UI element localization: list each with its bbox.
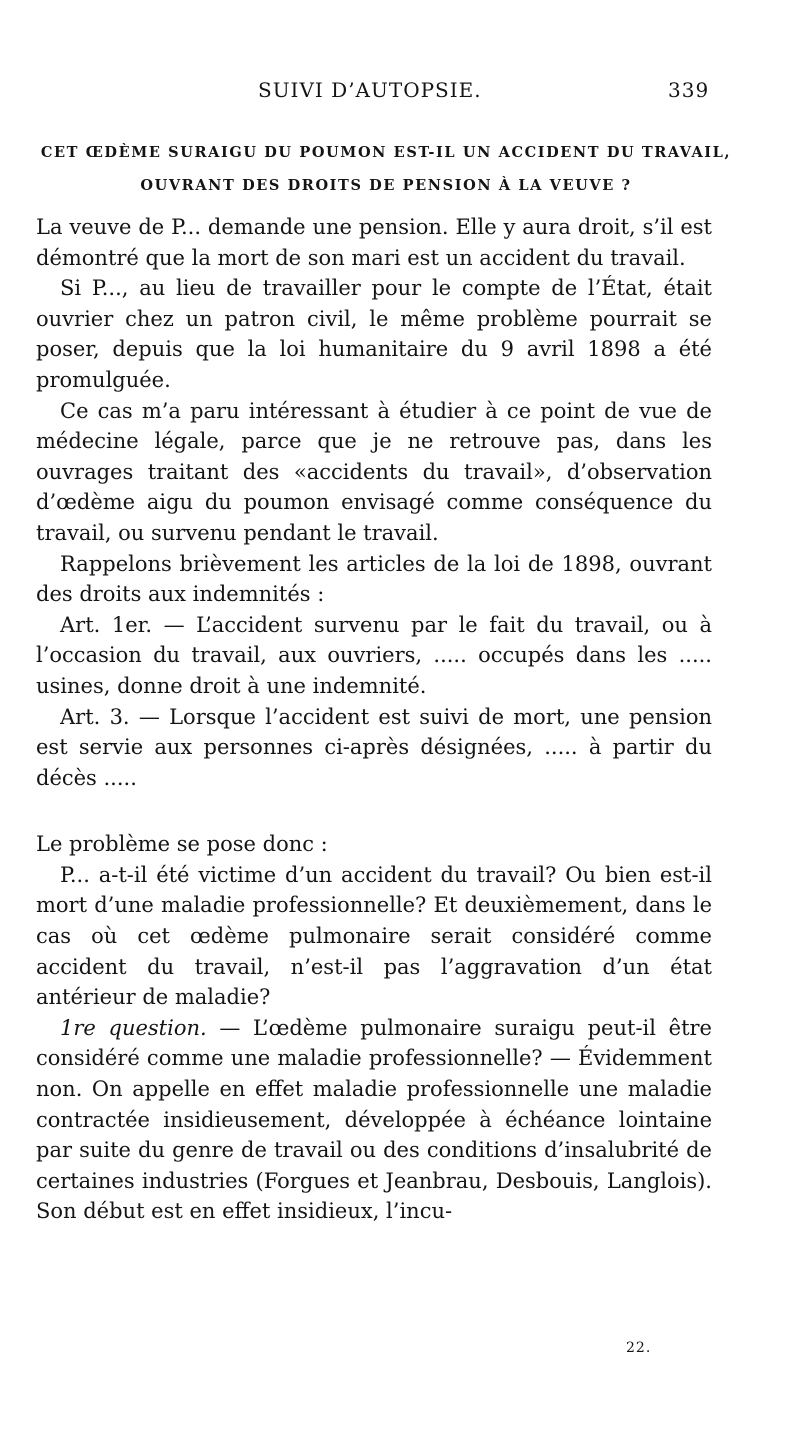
first-question-label: 1re question. (60, 1015, 207, 1040)
paragraph-questions: P... a-t-il été victime d’un accident du travail? Ou bien est-il mort d’une maladie professionnelle? Et deuxièmement, dans le cas où cet œdème pulmonaire serait considéré comme accident du travail, n’est-il pas l’aggravation d’un état antérieur de maladie? (36, 862, 712, 1010)
running-head-title: SUIVI D’AUTOPSIE. (258, 78, 482, 102)
paragraph-article-1: Art. 1er. — L’accident survenu par le fait du travail, ou à l’occasion du travail, aux ouvriers, ..... occupés dans les ..... usines, donne droit à une indemnité. (36, 612, 712, 698)
paragraph-case-interest: Ce cas m’a paru intéressant à étudier à ce point de vue de médecine légale, parce que je ne retrouve pas, dans les ouvrages traitant des «accidents du travail», d’observation d’œdème aigu du poumon envisagé comme conséquence du travail, ou survenu pendant le travail. (36, 398, 712, 545)
paragraph-law-articles-intro: Rappelons brièvement les articles de la loi de 1898, ouvrant des droits aux indemnités : (36, 551, 712, 607)
section-heading-line-1: CET ŒDÈME SURAIGU DU POUMON EST-IL UN ACCIDENT DU TRAVAIL, (40, 144, 732, 161)
paragraph-problem-statement: Le problème se pose donc : (36, 832, 328, 857)
running-head (0, 78, 800, 108)
page-number: 339 (668, 78, 710, 102)
first-question-text: — L’œdème pulmonaire suraigu peut-il être considéré comme une maladie professionnelle? — Évidemment non. On appelle en effet maladie professionnelle une maladie contractée insidieusement, développée à échéance lointaine par suite du genre de travail ou des conditions d’insalubrité de certaines industries (Forgues et Jeanbrau, Desbouis, Langlois). Son début est en effet insidieux, l’incu- (36, 1015, 712, 1224)
printer-signature: 22. (626, 1340, 652, 1356)
body-text (36, 212, 712, 1227)
section-heading (36, 136, 736, 202)
paragraph-civil-employer: Si P..., au lieu de travailler pour le compte de l’État, était ouvrier chez un patron civil, le même problème pourrait se poser, depuis que la loi humanitaire du 9 avril 1898 a été promulguée. (36, 276, 712, 392)
paragraph-article-3: Art. 3. — Lorsque l’accident est suivi de mort, une pension est servie aux personnes ci-après désignées, ..... à partir du décès ..... (36, 704, 712, 790)
paragraph-first-question (36, 1013, 712, 1227)
paragraph-widow-pension: La veuve de P... demande une pension. Elle y aura droit, s’il est démontré que la mort de son mari est un accident du travail. (36, 215, 712, 270)
section-heading-line-2: OUVRANT DES DROITS DE PENSION À LA VEUVE ? (140, 177, 632, 194)
